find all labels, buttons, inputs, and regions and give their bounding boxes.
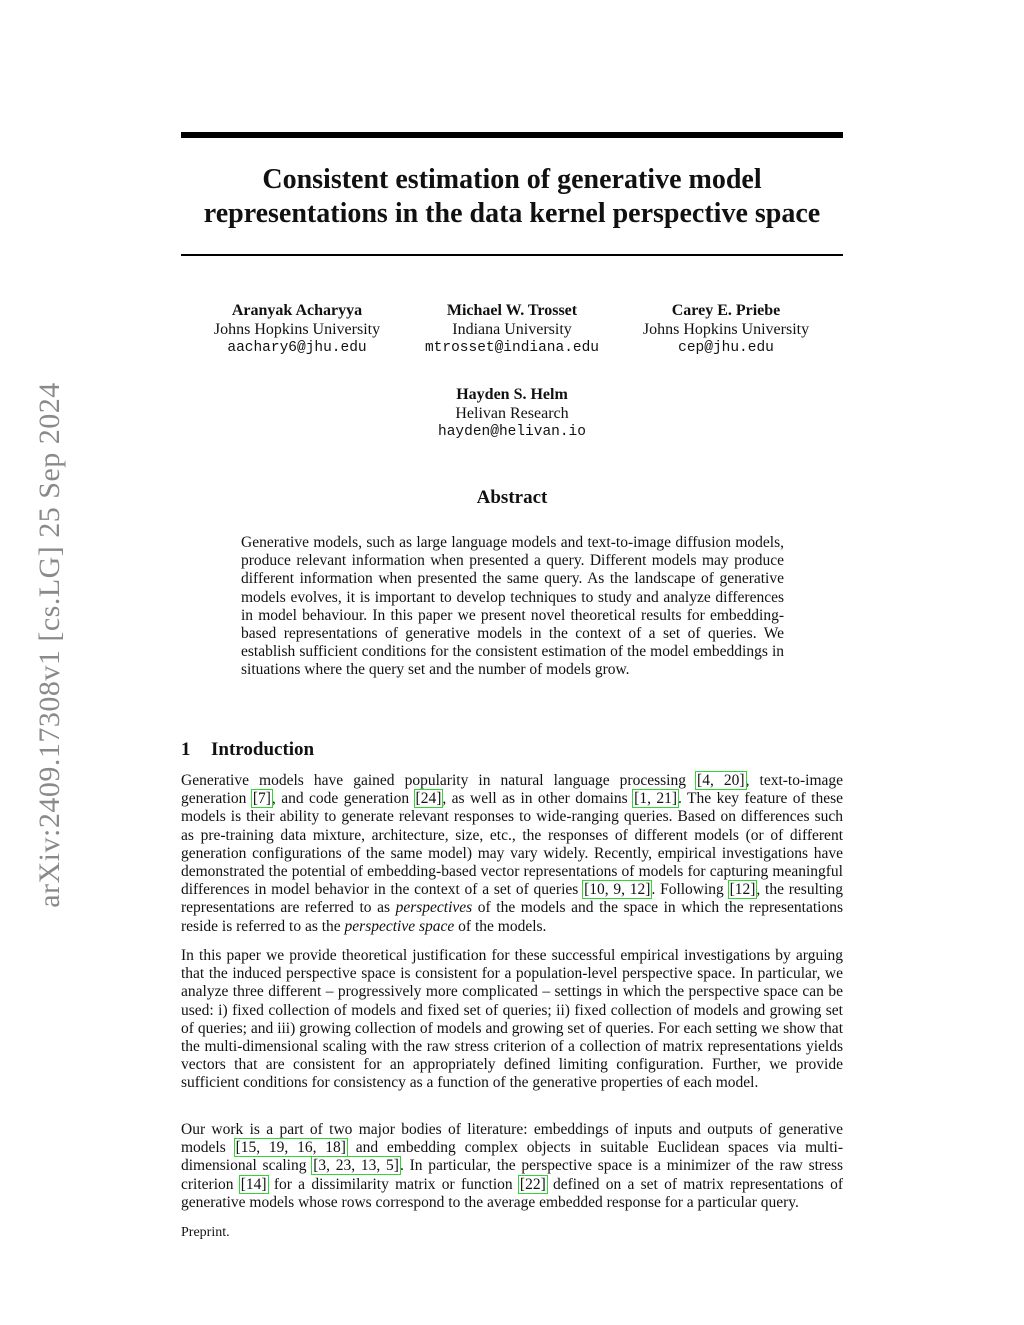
title-line-1: Consistent estimation of generative model bbox=[262, 164, 762, 195]
author-block bbox=[187, 301, 407, 358]
text-run: and embedding complex objects in suitable Euclidean spaces via multi-dimensional scaling bbox=[181, 1139, 843, 1175]
author-affiliation: Indiana University bbox=[452, 321, 572, 338]
emphasis: perspectives bbox=[395, 899, 473, 917]
title-top-rule bbox=[181, 132, 843, 138]
text-run: of the models and the space in which the representations reside is referred to as the bbox=[181, 899, 843, 935]
author-name: Carey E. Priebe bbox=[671, 302, 781, 319]
author-name: Aranyak Acharyya bbox=[231, 302, 363, 319]
author-email[interactable]: aachary6@jhu.edu bbox=[227, 340, 367, 356]
citation-link[interactable]: [12] bbox=[729, 881, 756, 899]
section-title: Introduction bbox=[211, 739, 315, 760]
author-email[interactable]: mtrosset@indiana.edu bbox=[424, 340, 600, 356]
emphasis: perspective space bbox=[344, 917, 455, 935]
author-name: Hayden S. Helm bbox=[456, 386, 568, 403]
author-block bbox=[616, 301, 836, 358]
text-run: Our work is a part of two major bodies of literature: embeddings of inputs and outputs of generative models bbox=[181, 1121, 843, 1157]
author-email[interactable]: cep@jhu.edu bbox=[678, 340, 774, 356]
author-affiliation: Johns Hopkins University bbox=[642, 321, 810, 338]
title-line-2: representations in the data kernel perspective space bbox=[203, 198, 821, 229]
citation-link[interactable]: [24] bbox=[415, 790, 442, 808]
paper-title bbox=[181, 163, 843, 231]
arxiv-identifier[interactable]: arXiv:2409.17308v1 [cs.LG] 25 Sep 2024 bbox=[33, 382, 66, 908]
text-run: of the models. bbox=[454, 917, 547, 935]
abstract-heading: Abstract bbox=[476, 487, 548, 508]
citation-link[interactable]: [10, 9, 12] bbox=[584, 881, 651, 899]
footer-note: Preprint. bbox=[181, 1225, 230, 1240]
text-run: . The key feature of these models is their ability to generate relevant responses to wide-ranging queries. Based on differences such as pre-training data mixture, architecture, size, etc., the responses of different models (or of different generation configurations of the same model) may vary widely. Recently, empirical investigations have demonstrated the potential of embedding-based vector representations of models for capturing meaningful differences in model behavior in the context of a set of queries bbox=[181, 790, 843, 899]
section-heading-introduction bbox=[181, 739, 314, 761]
author-block bbox=[402, 301, 622, 358]
title-bottom-rule bbox=[181, 254, 843, 256]
text-run: , as well as in other domains bbox=[442, 790, 634, 808]
author-block bbox=[402, 385, 622, 442]
text-run: , the resulting representations are referred to as bbox=[181, 881, 843, 917]
author-affiliation: Johns Hopkins University bbox=[213, 321, 381, 338]
citation-link[interactable]: [14] bbox=[240, 1175, 267, 1193]
citation-link[interactable]: [22] bbox=[519, 1175, 546, 1193]
citation-link[interactable]: [15, 19, 16, 18] bbox=[235, 1139, 346, 1157]
intro-paragraph-1 bbox=[181, 772, 843, 936]
author-affiliation: Helivan Research bbox=[455, 405, 569, 422]
intro-paragraph-3 bbox=[181, 1121, 843, 1212]
text-run: for a dissimilarity matrix or function bbox=[267, 1175, 519, 1193]
text-run: , and code generation bbox=[271, 790, 415, 808]
intro-paragraph-2: In this paper we provide theoretical justification for these successful empirical investigations by arguing that the induced perspective space is consistent for a population-level perspective space. In particular, we analyze three different – progressively more complicated – settings in which the perspective space can be used: i) fixed collection of models and fixed set of queries; ii) fixed collection of models and growing set of queries; and iii) growing collection of models and growing set of queries. For each setting we show that the multi-dimensional scaling with the raw stress criterion of a collection of matrix representations yields vectors that are consistent for an appropriately defined limiting configuration. Further, we provide sufficient conditions for consistency as a function of the generative properties of each model. bbox=[181, 947, 843, 1092]
abstract-text: Generative models, such as large language models and text-to-image diffusion models, produce relevant information when presented a query. Different models may produce different information when presented the same query. As the landscape of generative models evolves, it is important to develop techniques to study and analyze differences in model behaviour. In this paper we present novel theoretical results for embedding-based representations of generative models in the context of a set of queries. We establish sufficient conditions for the consistent estimation of the model embeddings in situations where the query set and the number of models grow. bbox=[241, 534, 784, 679]
text-run: . In particular, the perspective space is a minimizer of the raw stress criterion bbox=[181, 1157, 844, 1193]
citation-link[interactable]: [3, 23, 13, 5] bbox=[313, 1157, 399, 1175]
author-name: Michael W. Trosset bbox=[446, 302, 578, 319]
text-run: . Following bbox=[651, 881, 729, 899]
text-run: , text-to-image generation bbox=[181, 772, 844, 808]
section-number: 1 bbox=[181, 739, 191, 760]
text-run: Generative models have gained popularity in natural language processing bbox=[181, 772, 697, 789]
citation-link[interactable]: [1, 21] bbox=[634, 790, 678, 808]
citation-link[interactable]: [7] bbox=[252, 790, 271, 808]
text-run: defined on a set of matrix representations of generative models whose rows correspond to the average embedded response for a particular query. bbox=[181, 1175, 843, 1211]
author-email[interactable]: hayden@helivan.io bbox=[438, 424, 586, 440]
citation-link[interactable]: [4, 20] bbox=[697, 772, 745, 789]
